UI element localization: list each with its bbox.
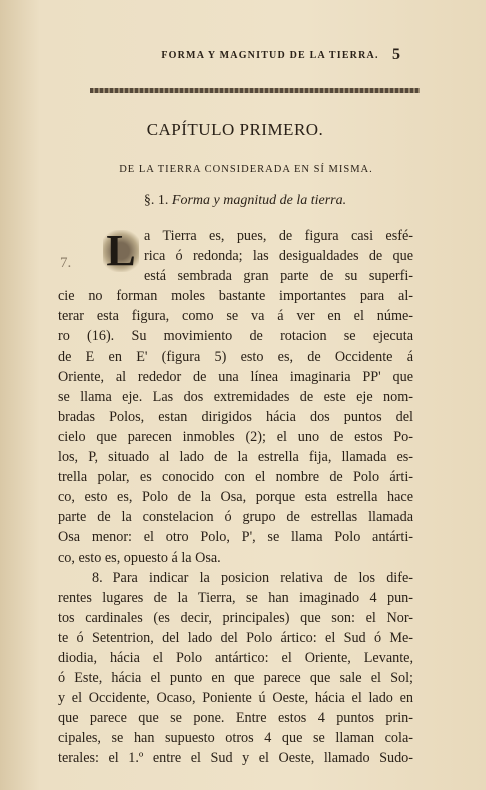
text-line: de E en E' (figura 5) esto es, de Occidente á <box>58 348 413 365</box>
text-line: está sembrada gran parte de su superfi- <box>144 268 413 285</box>
text-line: co, esto es, opuesto á la Osa. <box>58 549 221 566</box>
text-line: cie no forman moles bastante importantes para al- <box>58 288 413 305</box>
text-line: Oriente, al rededor de una línea imaginaria PP' que <box>58 368 413 385</box>
text-line: cielo que parecen inmobles (2); el uno de estos Po- <box>58 428 413 445</box>
text-line: los, P, situado al lado de la estrella fija, llamada es- <box>58 449 413 466</box>
text-line: terales: el 1.º entre el Sud y el Oeste, llamado Sudo- <box>58 750 413 767</box>
decorative-rule <box>90 88 420 93</box>
text-line: cipales, se han supuesto otros 4 que se llaman cola- <box>58 730 413 747</box>
paragraph-number-8: 8. <box>92 569 103 586</box>
text-line: ó Este, hácia el punto en que parece que sale el Sol; <box>58 670 413 687</box>
section-mark: §. 1. <box>143 193 169 208</box>
text-line: diodia, hácia el Polo antártico: el Oriente, Levante, <box>58 649 413 666</box>
paragraph-8-first-line <box>58 568 413 588</box>
text-line: Para indicar la posicion relativa de los dife- <box>112 569 413 586</box>
text-line: ro (16). Su movimiento de rotacion se ejecuta <box>58 328 413 345</box>
text-line: co, esto es, Polo de la Osa, porque esta estrella hace <box>58 489 413 506</box>
text-line: tos cardinales (es decir, principales) que son: el Nor- <box>58 609 413 626</box>
text-line: Osa menor: el otro Polo, P', se llama Polo antárti- <box>58 529 413 546</box>
text-line: se llama eje. Las dos extremidades de este eje nom- <box>58 388 413 405</box>
running-header: FORMA Y MAGNITUD DE LA TIERRA. <box>161 50 379 61</box>
body-text <box>58 226 413 769</box>
page-number: 5 <box>392 46 400 63</box>
text-line: a Tierra es, pues, de figura casi esfé- <box>144 228 413 244</box>
section-title: Forma y magnitud de la tierra. <box>171 193 347 208</box>
text-line: que parece que se pone. Entre estos 4 puntos prin- <box>58 710 413 727</box>
text-line: y el Occidente, Ocaso, Poniente ú Oeste, hácia el lado en <box>58 690 413 707</box>
chapter-title: CAPÍTULO PRIMERO. <box>146 120 324 139</box>
chapter-subtitle: DE LA TIERRA CONSIDERADA EN SÍ MISMA. <box>119 164 373 175</box>
paragraph-number-7: 7. <box>60 255 72 271</box>
text-line: rica ó redonda; las desigualdades de que <box>144 248 413 265</box>
drop-cap: L <box>103 230 139 272</box>
text-line: rentes lugares de la Tierra, se han imaginado 4 pun- <box>58 589 413 606</box>
section-heading <box>70 193 420 209</box>
text-line: terar esta figura, como se va á ver en el núme- <box>58 308 413 325</box>
text-line: bradas Polos, estan dirigidos hácia dos puntos del <box>58 408 413 425</box>
text-line: te ó Setentrion, del lado del Polo ártico: el Sud ó Me- <box>58 629 413 646</box>
text-line: trella polar, es conocido con el nombre de Polo árti- <box>58 469 413 486</box>
text-line: parte de la constelacion ó grupo de estrellas llamada <box>58 509 413 526</box>
